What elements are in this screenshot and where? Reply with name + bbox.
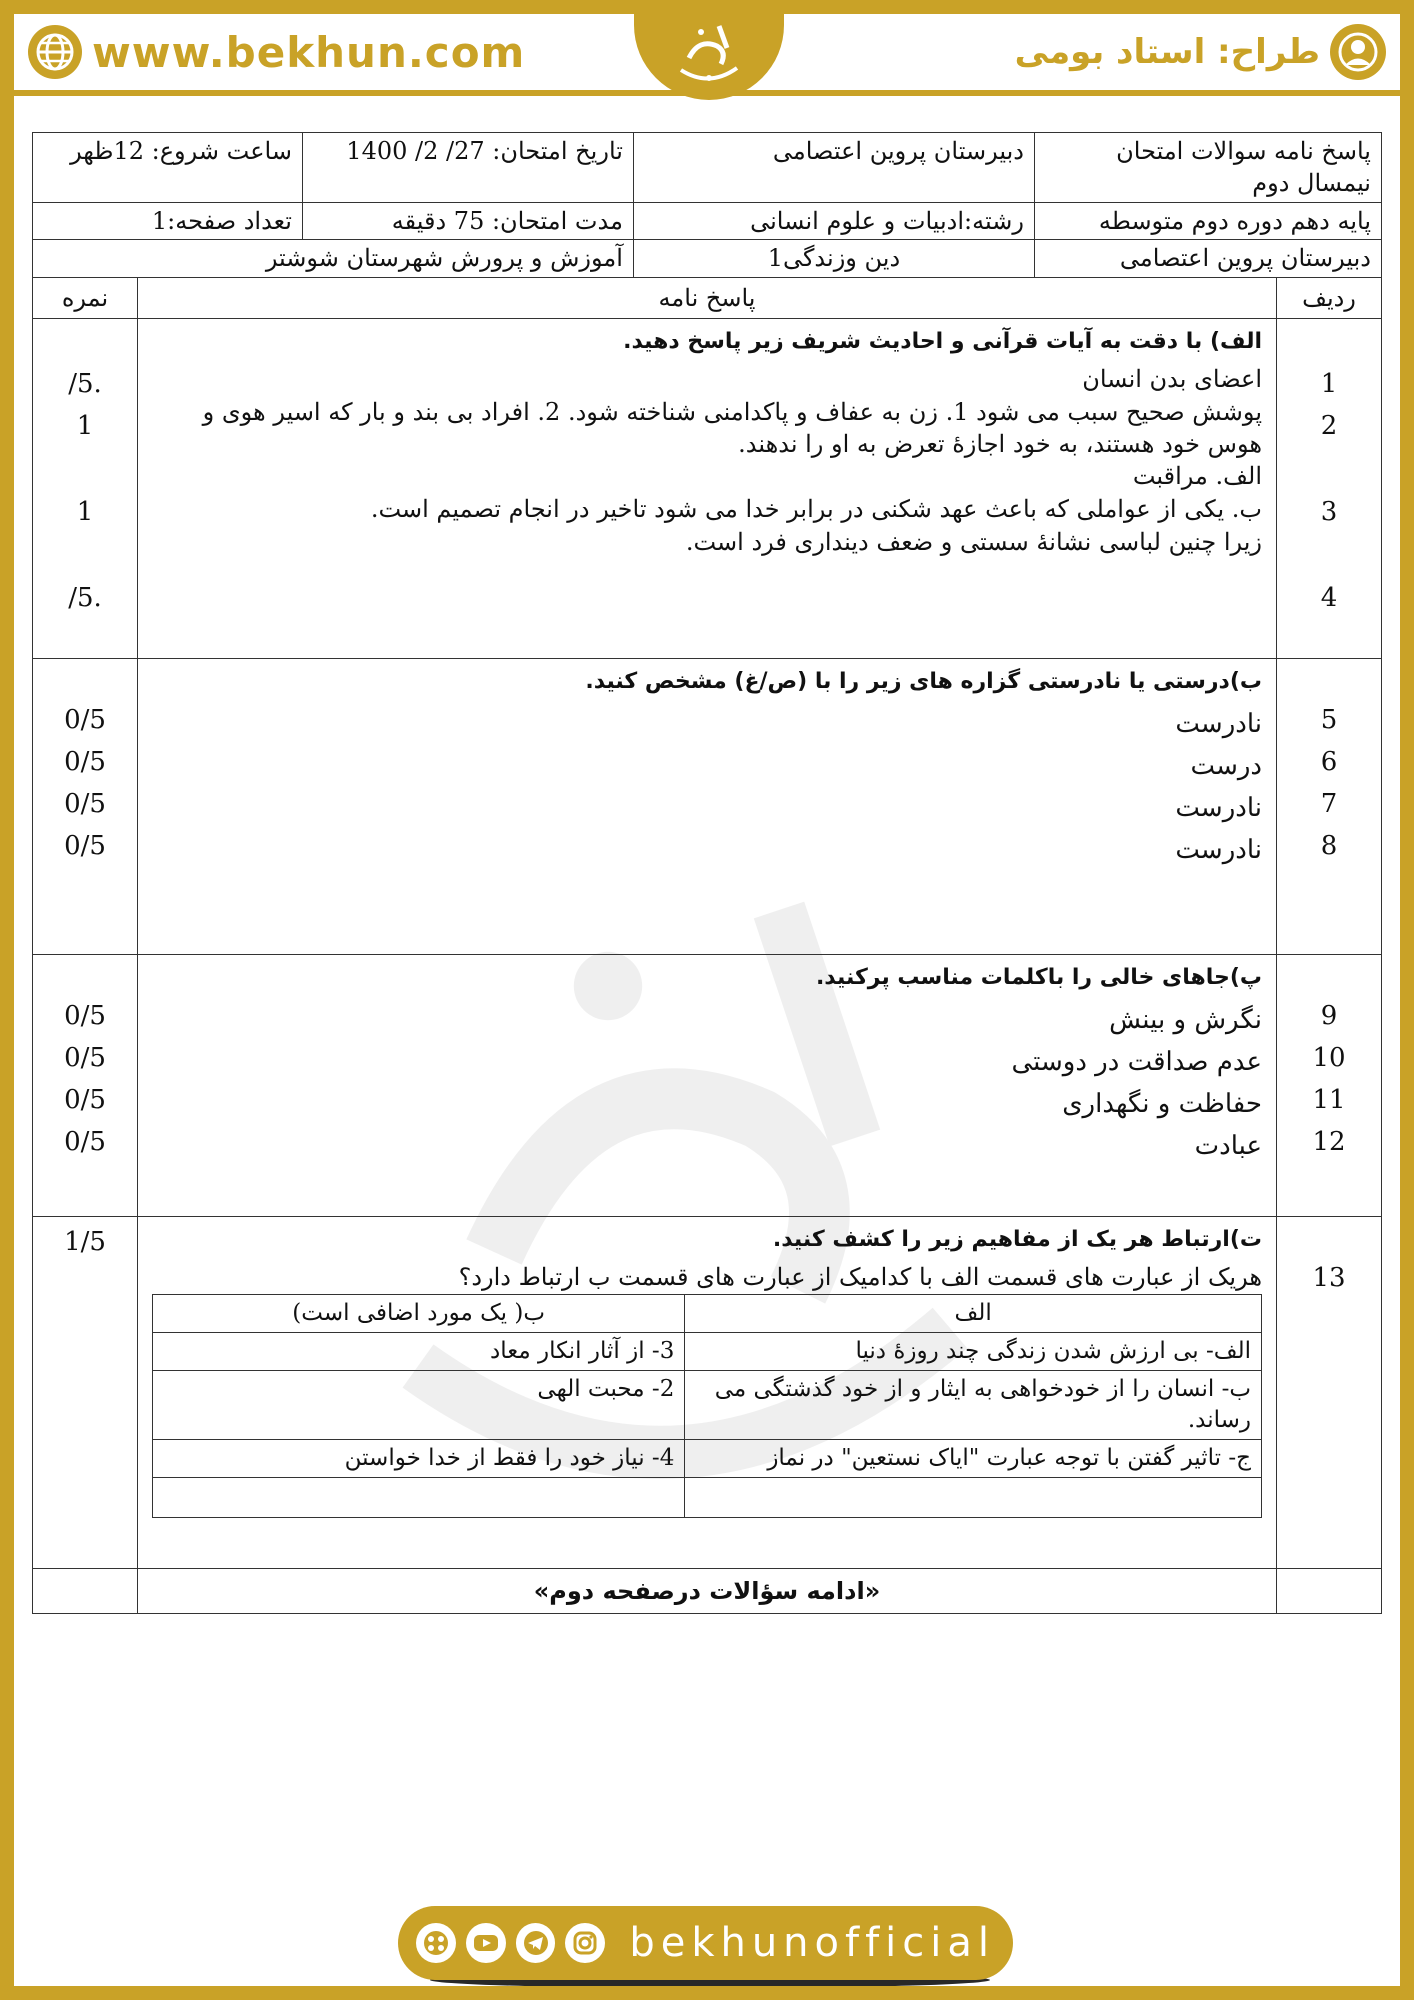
alef-answers (138, 318, 1277, 658)
answer-line: حفاظت و نگهداری (1062, 1088, 1262, 1119)
exam-page (14, 14, 1400, 1986)
item-b: 2- محبت الهی (153, 1370, 685, 1439)
score-value: 1/5 (64, 1226, 106, 1257)
top-bar (14, 14, 1400, 96)
section-title: ت)ارتباط هر یک از مفاهیم زیر را کشف کنید. (772, 1226, 1262, 1252)
answer-line: درست (1190, 750, 1262, 781)
site-url[interactable]: www.bekhun.com (92, 27, 526, 77)
empty-cell (685, 1477, 1262, 1517)
designer-name: طراح: استاد بومی (1014, 32, 1320, 72)
field-of-study: رشته:ادبیات و علوم انسانی (633, 202, 1034, 239)
answer-line: نگرش و بینش (1109, 1004, 1262, 1035)
pe-numbers (1277, 954, 1382, 1216)
question-number: 6 (1320, 746, 1338, 777)
exam-duration: مدت امتحان: 75 دقیقه (302, 202, 633, 239)
item-b: 4- نیاز خود را فقط از خدا خواستن (153, 1439, 685, 1477)
alef-scores (33, 318, 138, 658)
pe-scores (33, 954, 138, 1216)
social-bar (398, 1906, 1013, 1980)
section-be (33, 658, 1382, 954)
section-te (33, 1216, 1382, 1568)
score-value: 0/5 (64, 1084, 106, 1115)
question-number: 10 (1312, 1042, 1346, 1073)
pe-answers (138, 954, 1277, 1216)
empty-cell (33, 1568, 138, 1613)
grade-level: پایه دهم دوره دوم متوسطه (1034, 202, 1381, 239)
radif-header: ردیف (1277, 277, 1382, 318)
bekhun-logo (634, 14, 784, 100)
school-name: دبیرستان پروین اعتصامی (633, 133, 1034, 203)
info-row-2 (33, 202, 1382, 239)
youtube-icon[interactable] (466, 1923, 506, 1963)
telegram-icon[interactable] (516, 1923, 556, 1963)
empty-cell (1277, 1568, 1382, 1613)
answer-line: پوشش صحیح سبب می شود 1. زن به عفاف و پاکدامنی شناخته شود. 2. افراد بی بند و بار که اسیر هوی و هوس خود هستند، به خود اجازۀ تعرض به او را ندهند. (202, 397, 1262, 459)
score-value: 0/5 (64, 830, 106, 861)
continue-note: «ادامه سؤالات درصفحه دوم» (138, 1568, 1277, 1613)
instagram-icon[interactable] (565, 1923, 605, 1963)
be-scores (33, 658, 138, 954)
globe-icon (28, 25, 82, 79)
aparat-icon[interactable] (416, 1923, 456, 1963)
answer-header: پاسخ نامه (138, 277, 1277, 318)
matching-row (153, 1439, 1262, 1477)
question-number: 13 (1312, 1262, 1346, 1293)
education-office: آموزش و پرورش شهرستان شوشتر (33, 240, 634, 277)
section-alef (33, 318, 1382, 658)
subject-name: دین وزندگی1 (633, 240, 1034, 277)
te-scores (33, 1216, 138, 1568)
score-value: 1 (76, 410, 94, 441)
info-row-3 (33, 240, 1382, 277)
continue-row (33, 1568, 1382, 1613)
question-number: 4 (1320, 582, 1338, 613)
info-row-1 (33, 133, 1382, 203)
column-a-header: الف (685, 1294, 1262, 1332)
school-name-2: دبیرستان پروین اعتصامی (1034, 240, 1381, 277)
answer-line: اعضای بدن انسان (1082, 364, 1262, 393)
site-link[interactable] (28, 24, 525, 80)
score-value: 0/5 (64, 1042, 106, 1073)
page-count: تعداد صفحه:1 (33, 202, 303, 239)
answer-line: عبادت (1194, 1130, 1262, 1161)
te-answers (138, 1216, 1277, 1568)
question-number: 5 (1320, 704, 1338, 735)
question-number: 3 (1320, 496, 1338, 527)
user-icon (1330, 24, 1386, 80)
answer-line: نادرست (1175, 708, 1262, 739)
prompt-line: هریک از عبارت های قسمت الف با کدامیک از عبارت های قسمت ب ارتباط دارد؟ (458, 1262, 1262, 1291)
section-pe (33, 954, 1382, 1216)
exam-date: تاریخ امتحان: 27/ 2/ 1400 (302, 133, 633, 203)
item-a: الف- بی ارزش شدن زندگی چند روزۀ دنیا (685, 1332, 1262, 1370)
score-value: /5. (68, 582, 102, 613)
answer-line: ب. یکی از عواملی که باعث عهد شکنی در برابر خدا می شود تاخیر در انجام تصمیم است. (370, 495, 1262, 524)
answer-line: نادرست (1175, 834, 1262, 865)
question-number: 11 (1312, 1084, 1346, 1115)
be-numbers (1277, 658, 1382, 954)
section-title: ب)درستی یا نادرستی گزاره های زیر را با (ص/غ) مشخص کنید. (585, 668, 1262, 694)
score-header: نمره (33, 277, 138, 318)
alef-numbers (1277, 318, 1382, 658)
start-time: ساعت شروع: 12ظهر (33, 133, 303, 203)
section-title: پ)جاهای خالی را باکلمات مناسب پرکنید. (815, 964, 1262, 990)
empty-cell (153, 1477, 685, 1517)
score-value: 0/5 (64, 1126, 106, 1157)
te-numbers (1277, 1216, 1382, 1568)
score-value: 0/5 (64, 746, 106, 777)
matching-row-empty (153, 1477, 1262, 1517)
score-value: /5. (68, 368, 102, 399)
exam-table (32, 132, 1382, 1614)
designer-credit (1015, 24, 1386, 80)
question-number: 7 (1320, 788, 1338, 819)
answer-line: الف. مراقبت (1132, 462, 1262, 491)
exam-title: پاسخ نامه سوالات امتحان نیمسال دوم (1034, 133, 1381, 203)
social-handle[interactable]: bekhunofficial (629, 1920, 996, 1966)
matching-header (153, 1294, 1262, 1332)
matching-row (153, 1332, 1262, 1370)
matching-row (153, 1370, 1262, 1439)
answer-line: نادرست (1175, 792, 1262, 823)
score-value: 0/5 (64, 1000, 106, 1031)
question-number: 2 (1320, 410, 1338, 441)
column-b-header: ب( یک مورد اضافی است) (153, 1294, 685, 1332)
section-title: الف) با دقت به آیات قرآنی و احادیث شریف زیر پاسخ دهید. (623, 328, 1262, 354)
question-number: 12 (1312, 1126, 1346, 1157)
score-value: 1 (76, 496, 94, 527)
score-value: 0/5 (64, 788, 106, 819)
answer-line: عدم صداقت در دوستی (1011, 1046, 1262, 1077)
question-number: 9 (1320, 1000, 1338, 1031)
question-number: 8 (1320, 830, 1338, 861)
question-number: 1 (1320, 368, 1338, 399)
column-header-row (33, 277, 1382, 318)
answer-line: زیرا چنین لباسی نشانۀ سستی و ضعف دینداری فرد است. (685, 528, 1262, 557)
matching-table (152, 1294, 1262, 1518)
item-b: 3- از آثار انکار معاد (153, 1332, 685, 1370)
score-value: 0/5 (64, 704, 106, 735)
item-a: ب- انسان را از خودخواهی به ایثار و از خود گذشتگی می رساند. (685, 1370, 1262, 1439)
be-answers (138, 658, 1277, 954)
item-a: ج- تاثیر گفتن با توجه عبارت "ایاک نستعین" در نماز (685, 1439, 1262, 1477)
